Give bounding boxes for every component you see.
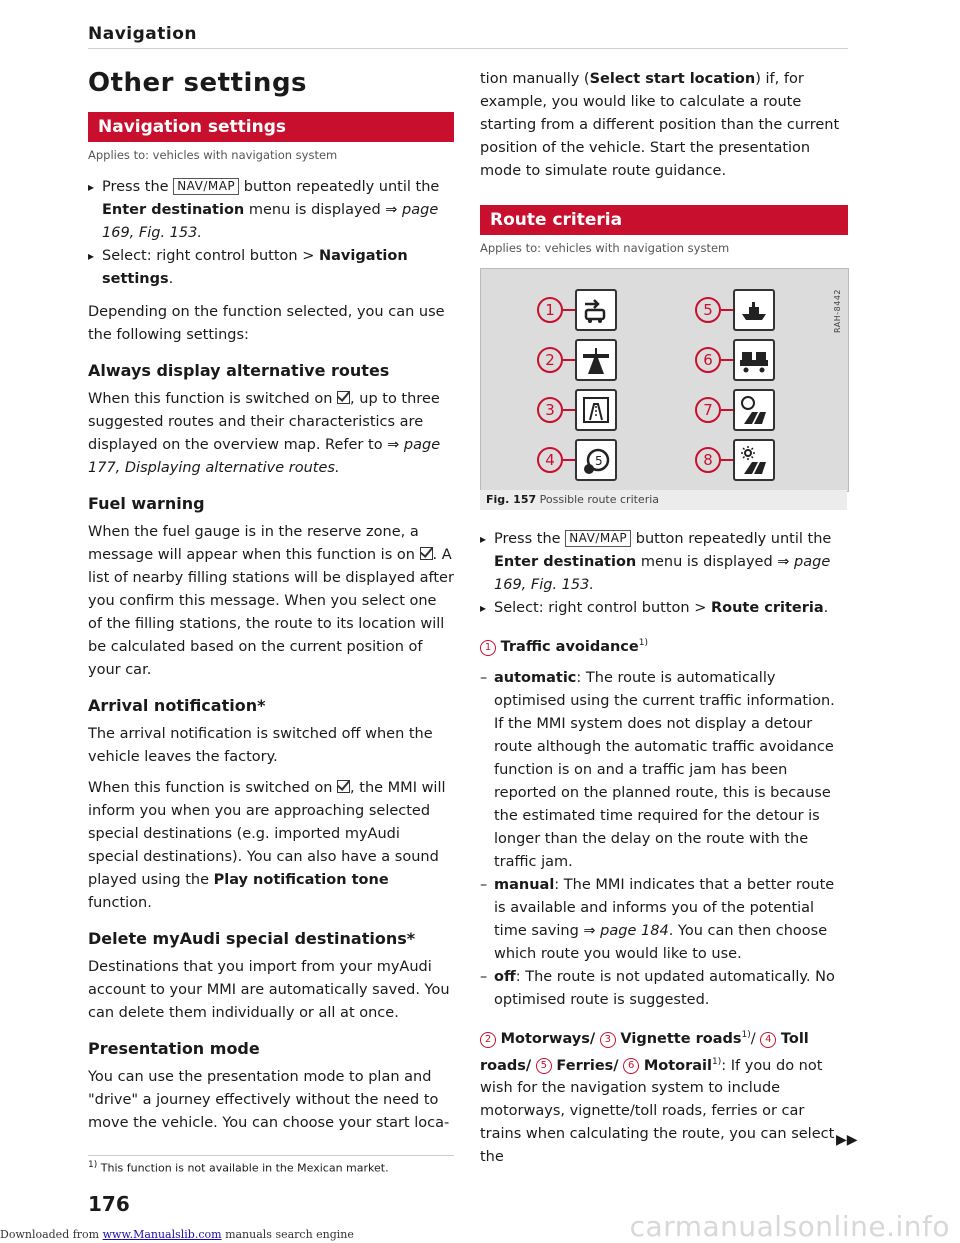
motorway-icon <box>575 339 617 381</box>
section-header: Navigation <box>88 24 197 44</box>
page-title: Other settings <box>88 68 308 98</box>
continue-arrow-icon: ▶▶ <box>836 1132 858 1148</box>
manualslib-link[interactable]: www.Manualslib.com <box>102 1228 222 1241</box>
route-step-2: ▸ Select: right control button > Route criteria. <box>480 597 848 620</box>
footnote: $^{1)}$ This function is not available in the Mexican market. <box>88 1160 389 1175</box>
sun-road-icon <box>733 439 775 481</box>
nav-settings-block <box>88 112 454 1135</box>
nav-settings-bar: Navigation settings <box>88 112 454 142</box>
vignette-icon <box>575 389 617 431</box>
ferry-icon <box>733 289 775 331</box>
criterion-4: 4 5 <box>537 439 617 481</box>
criterion-3: 3 <box>537 389 617 431</box>
criterion-1: 1 <box>537 289 617 331</box>
route-criteria-bar: Route criteria <box>480 205 848 235</box>
nav-map-button: NAV/MAP <box>565 530 631 547</box>
page-ref-link[interactable]: ⇒ page 169, Fig. 153. <box>102 202 439 241</box>
route-criteria-applies: Applies to: vehicles with navigation system <box>480 241 730 255</box>
figure-caption: Fig. 157 Possible route criteria <box>480 490 847 510</box>
download-line: Downloaded from www.Manualslib.com manuals search engine <box>0 1228 354 1241</box>
alt-routes-text: When this function is switched on , up to three suggested routes and their characteristics are displayed on the overview map. Refer to ⇒ page 177, Displaying alternative routes. <box>88 391 441 476</box>
traffic-automatic: – automatic: The route is automatically optimised using the current traffic information. If the MMI system does not display a detour route although the automatic traffic avoidance function is on and a traffic jam has been reported on the planned route, this is because the estimated time required for the detour is longer than the delay on the route with the traffic jam. <box>480 667 848 874</box>
route-criteria-body <box>480 528 848 1169</box>
checkbox-icon <box>337 391 350 404</box>
page-ref-link[interactable]: ⇒ page 177, Displaying alternative routes. <box>88 437 441 476</box>
watermark: carmanualsonline.info <box>629 1210 950 1243</box>
route-options-text: 2 Motorways/ 3 Vignette roads$^{1)}$/ 4 Toll roads/ 5 Ferries/ 6 Motorail$^{1)}$: If you do not wish for the navigation system to include motorways, vignette/toll roads, ferries or car trains when calculating the route, you can select the <box>480 1029 835 1166</box>
svg-text:5: 5 <box>595 454 603 468</box>
nav-intro: Depending on the function selected, you can use the following settings: <box>88 304 445 343</box>
arrival-text-2: When this function is switched on , the MMI will inform you when you are approaching selected special destinations (e.g. imported myAudi special destinations). You can also have a sound played using the Play notification tone function. <box>88 780 446 911</box>
motorail-icon <box>733 339 775 381</box>
criterion-2: 2 <box>537 339 617 381</box>
checkbox-icon <box>337 780 350 793</box>
route-step-1: ▸ Press the NAV/MAP button repeatedly until the Enter destination menu is displayed ⇒ page 169, Fig. 153. <box>480 528 848 597</box>
delete-text: Destinations that you import from your myAudi account to your MMI are automatically saved. You can delete them individually or all at once. <box>88 959 450 1021</box>
speed-road-icon <box>733 389 775 431</box>
nav-step-2: ▸ Select: right control button > Navigation settings. <box>88 245 454 291</box>
traffic-manual: – manual: The MMI indicates that a better route is available and informs you of the potential time saving ⇒ page 184. You can then choose which route you would like to use. <box>480 874 848 966</box>
toll-icon <box>575 439 617 481</box>
arrival-title: Arrival notification* <box>88 696 266 715</box>
criterion-5: 5 <box>695 289 775 331</box>
checkbox-icon <box>420 547 433 560</box>
nav-step-1: ▸ Press the NAV/MAP button repeatedly until the Enter destination menu is displayed ⇒ page 169, Fig. 153. <box>88 176 454 245</box>
header-rule <box>88 48 848 49</box>
criterion-7: 7 <box>695 389 775 431</box>
page-ref-link[interactable]: ⇒ page 184 <box>583 922 669 939</box>
page-number: 176 <box>88 1192 130 1216</box>
presentation-text: You can use the presentation mode to plan and "drive" a journey effectively without the need to move the vehicle. You can choose your start loca- <box>88 1069 450 1131</box>
nav-settings-applies: Applies to: vehicles with navigation system <box>88 148 338 162</box>
fuel-title: Fuel warning <box>88 494 205 513</box>
presentation-title: Presentation mode <box>88 1039 260 1058</box>
criterion-6: 6 <box>695 339 775 381</box>
route-criteria-figure <box>480 268 849 492</box>
nav-map-button: NAV/MAP <box>173 178 239 195</box>
presentation-cont: tion manually (Select start location) if, for example, you would like to calculate a route starting from a different position than the current position of the vehicle. Start the presentation mode to simulate route guidance. <box>480 71 840 179</box>
alt-routes-title: Always display alternative routes <box>88 361 390 380</box>
delete-title: Delete myAudi special destinations* <box>88 929 416 948</box>
footnote-rule <box>88 1155 454 1156</box>
traffic-heading: 1 Traffic avoidance$^{1)}$ <box>480 632 848 659</box>
criterion-8: 8 <box>695 439 775 481</box>
arrival-text-1: The arrival notification is switched off when the vehicle leaves the factory. <box>88 726 433 765</box>
figure-id: RAH-8442 <box>833 289 842 333</box>
right-column <box>480 68 848 255</box>
fuel-text: When the fuel gauge is in the reserve zone, a message will appear when this function is on . A list of nearby filling stations will be displayed after you confirm this message. When you select one of the filling stations, the route to its location will be calculated based on the current position of your car. <box>88 524 454 678</box>
traffic-off: – off: The route is not updated automatically. No optimised route is suggested. <box>480 966 848 1012</box>
traffic-icon <box>575 289 617 331</box>
page-ref-link[interactable]: ⇒ page 169, Fig. 153. <box>494 554 831 593</box>
